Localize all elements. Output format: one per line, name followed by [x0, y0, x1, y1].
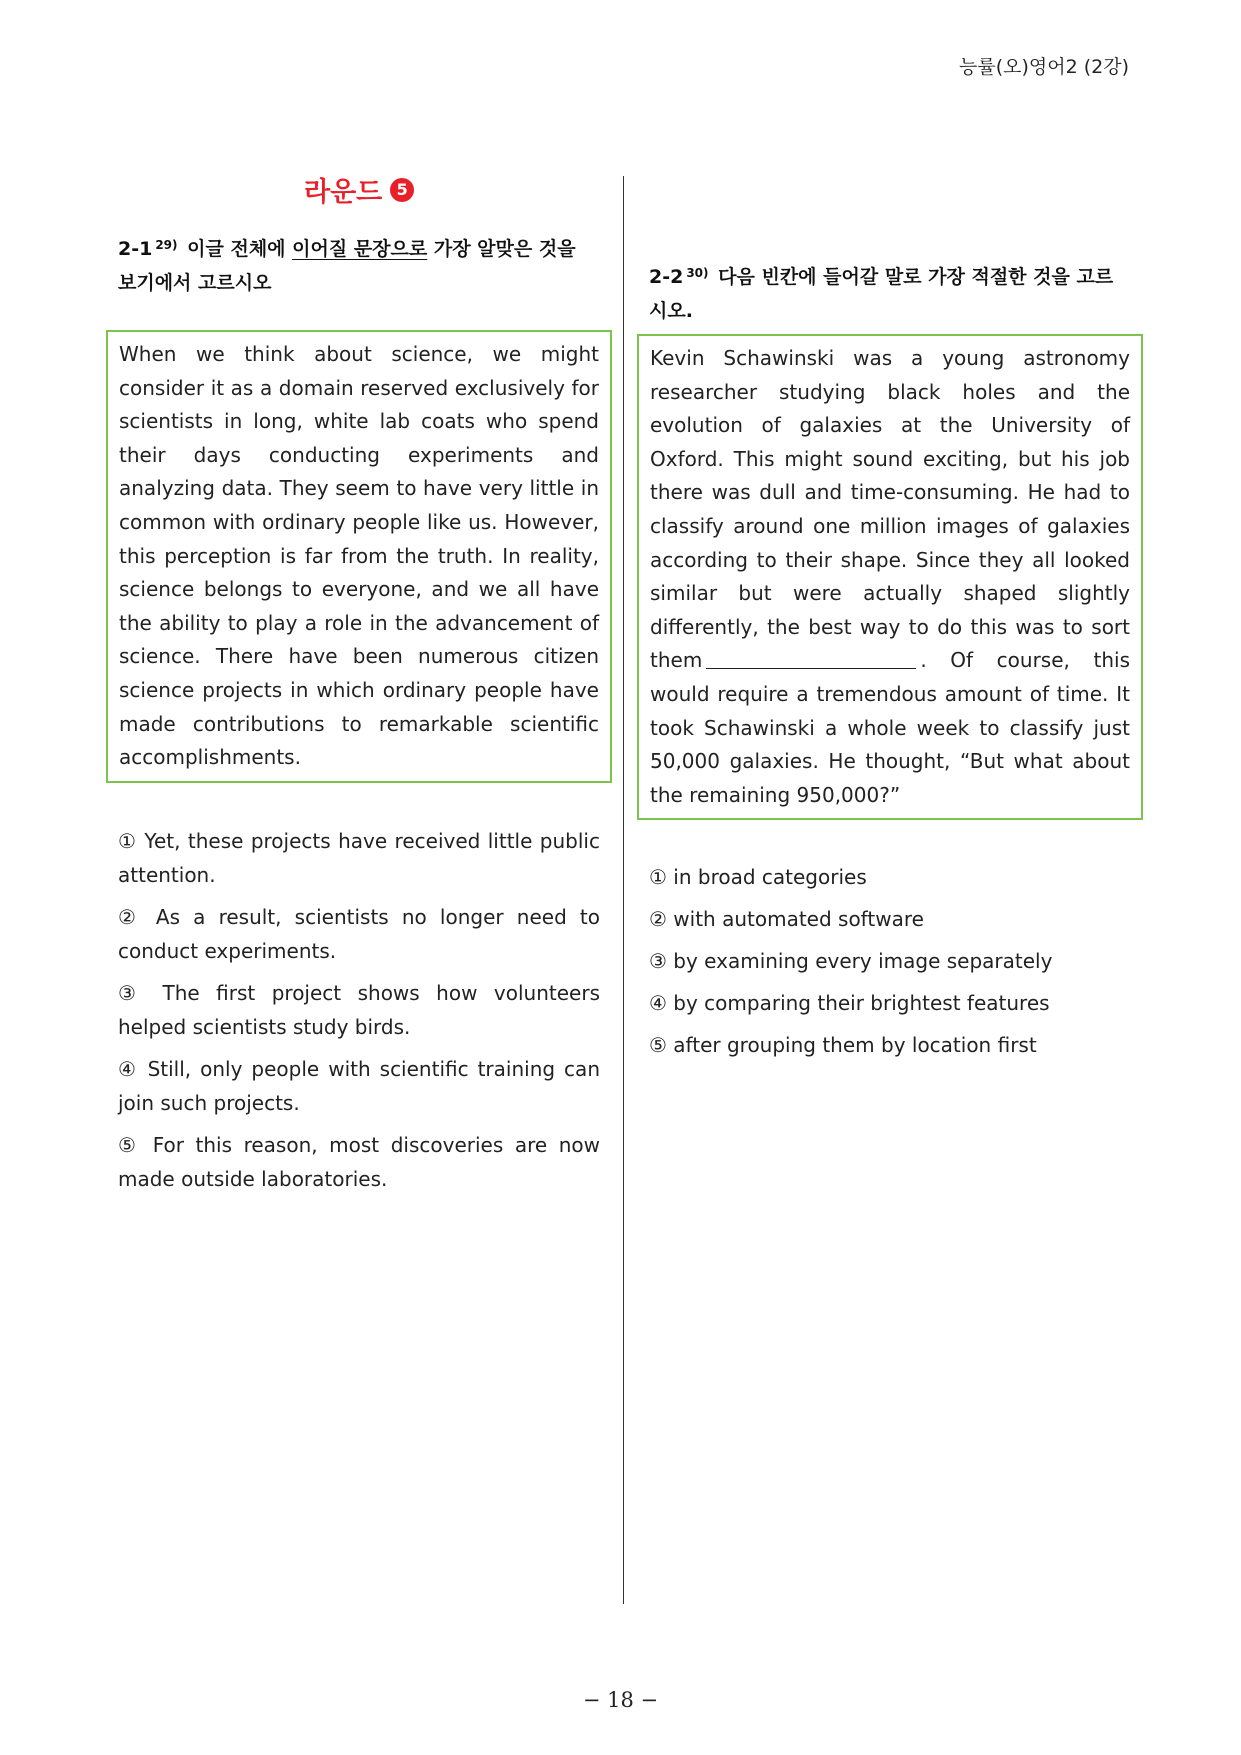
instruction-text: 이글 전체에 [187, 238, 293, 260]
option-1[interactable]: ① Yet, these projects have received little public attention. [118, 829, 600, 887]
option-3[interactable]: ③ The first project shows how volunteers helped scientists study birds. [118, 981, 600, 1039]
column-divider [623, 176, 624, 1604]
answer-blank [706, 650, 916, 669]
option-3[interactable]: ③ by examining every image separately [649, 949, 1053, 973]
footnote-marker: 29) [155, 238, 178, 252]
question-2-2-options [649, 860, 1131, 1070]
question-number: 2-2 [649, 266, 684, 288]
question-2-1-passage-box [106, 330, 612, 783]
round-title-text: 라운드 [304, 177, 383, 208]
passage-before-blank: Kevin Schawinski was a young astronomy researcher studying black holes and the evolution of galaxies at the University of Oxford. This might sound exciting, but his job there was dull and time-consuming. He had to classify around one million images of galaxies according to their shape. Since they all looked similar but were actually shaped slightly differently, the best way to do this was to sort them [650, 346, 1130, 673]
round-number-badge: 5 [390, 178, 414, 202]
footnote-marker: 30) [686, 266, 709, 280]
passage-text [637, 334, 1143, 820]
instruction-text: 다음 빈칸에 들어갈 말로 가장 적절한 것을 고르시오. [649, 266, 1114, 322]
option-5[interactable]: ⑤ For this reason, most discoveries are now made outside laboratories. [118, 1133, 600, 1191]
round-title [304, 170, 414, 209]
option-5[interactable]: ⑤ after grouping them by location first [649, 1033, 1037, 1057]
question-number: 2-1 [118, 238, 153, 260]
option-4[interactable]: ④ by comparing their brightest features [649, 991, 1050, 1015]
instruction-text-end: 가장 알맞은 것을 보기에서 고르시오 [118, 238, 576, 294]
option-1[interactable]: ① in broad categories [649, 865, 867, 889]
question-2-2-passage-box [637, 334, 1143, 820]
option-2[interactable]: ② As a result, scientists no longer need to conduct experiments. [118, 905, 600, 963]
question-2-2 [649, 256, 1131, 328]
passage-after-blank: . Of course, this would require a tremendous amount of time. It took Schawinski a whole week to classify just 50,000 galaxies. He thought, “But what about the remaining 950,000?” [650, 648, 1130, 807]
question-2-1-options [118, 824, 600, 1204]
passage-text: When we think about science, we might consider it as a domain reserved exclusively for scientists in long, white lab coats who spend their days conducting experiments and analyzing data. They seem to have very little in common with ordinary people like us. However, this perception is far from the truth. In reality, science belongs to everyone, and we all have the ability to play a role in the advancement of science. There have been numerous citizen science projects in which ordinary people have made contributions to remarkable scientific accomplishments. [106, 330, 612, 783]
instruction-underlined: 이어질 문장으로 [292, 238, 428, 260]
page-number: − 18 − [582, 1688, 659, 1712]
question-2-1 [118, 228, 600, 300]
course-label: 능률(오)영어2 (2강) [959, 56, 1129, 78]
question-2-2-instruction [649, 256, 1131, 328]
question-2-1-instruction [118, 228, 600, 300]
option-4[interactable]: ④ Still, only people with scientific training can join such projects. [118, 1057, 600, 1115]
option-2[interactable]: ② with automated software [649, 907, 924, 931]
